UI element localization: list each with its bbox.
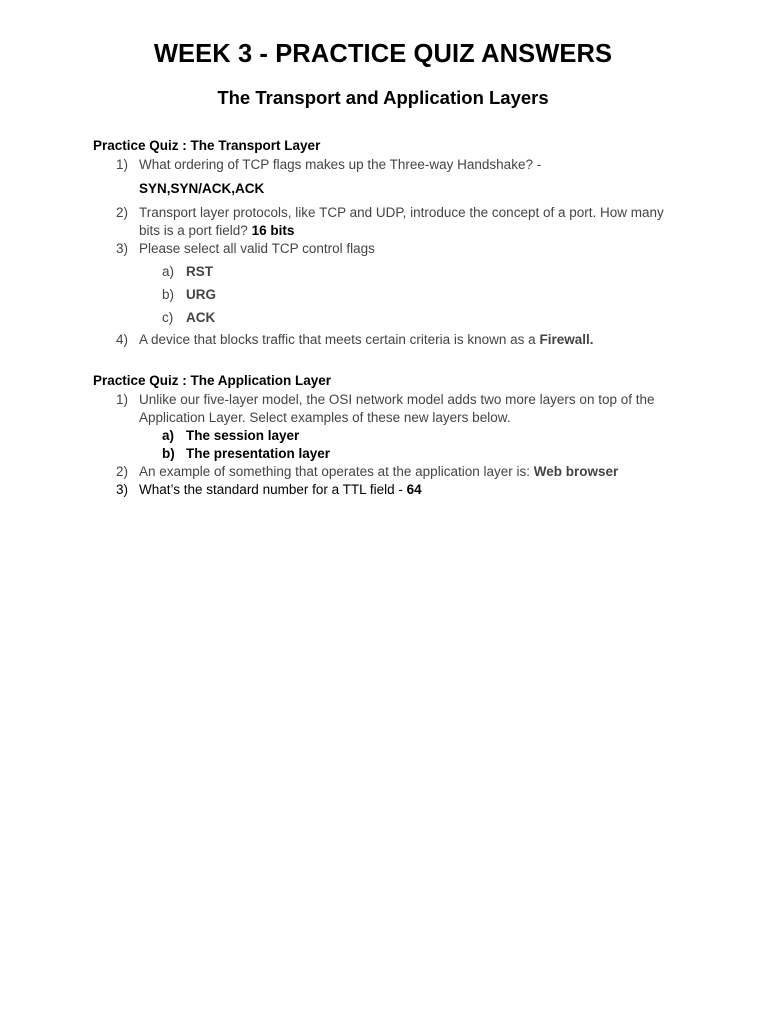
transport-q3-number: 3): [116, 241, 129, 256]
application-q3-line: [139, 481, 422, 499]
document-subtitle: The Transport and Application Layers: [217, 87, 549, 108]
application-q2-text: An example of something that operates at the application layer is:: [139, 464, 530, 479]
transport-q4-answer: Firewall.: [539, 332, 594, 347]
transport-q4-number: 4): [116, 332, 129, 347]
application-q3-answer: 64: [406, 482, 422, 497]
transport-q3-option-b-letter: b): [162, 287, 175, 302]
application-q2-answer: Web browser: [533, 464, 619, 479]
application-q1-option-a-letter: a): [162, 428, 175, 443]
transport-q1-answer: SYN,SYN/ACK,ACK: [139, 181, 265, 196]
document-title: WEEK 3 - PRACTICE QUIZ ANSWERS: [153, 40, 613, 68]
application-q3-text: What’s the standard number for a TTL field -: [139, 482, 403, 497]
application-q1-option-b-label: The presentation layer: [186, 446, 331, 461]
application-q1-option-b-letter: b): [162, 446, 175, 461]
application-q1-text-line2: Application Layer. Select examples of these new layers below.: [139, 410, 511, 425]
application-q1-text-line1: Unlike our five-layer model, the OSI network model adds two more layers on top of the: [139, 392, 655, 407]
transport-section-heading: Practice Quiz : The Transport Layer: [93, 138, 321, 153]
transport-q4-line: [139, 331, 593, 349]
application-q3-number: 3): [116, 482, 129, 497]
transport-q3-option-c-letter: c): [162, 310, 174, 325]
application-q2-line: [139, 463, 618, 481]
transport-q4-text: A device that blocks traffic that meets certain criteria is known as a: [139, 332, 536, 347]
application-q1-option-a-label: The session layer: [186, 428, 300, 443]
transport-q2-answer: 16 bits: [251, 223, 295, 238]
transport-q3-option-b-label: URG: [186, 287, 216, 302]
transport-q2-text-line2-text: bits is a port field?: [139, 223, 248, 238]
transport-q3-option-c-label: ACK: [186, 310, 216, 325]
transport-q3-text: Please select all valid TCP control flags: [139, 241, 375, 256]
application-q1-number: 1): [116, 392, 129, 407]
transport-q2-text-line2: [139, 222, 294, 240]
transport-q2-text-line1: Transport layer protocols, like TCP and UDP, introduce the concept of a port. How many: [139, 205, 664, 220]
transport-q3-option-a-letter: a): [162, 264, 175, 279]
transport-q1-text: What ordering of TCP flags makes up the Three-way Handshake? -: [139, 157, 542, 172]
transport-q2-number: 2): [116, 205, 129, 220]
transport-q3-option-a-label: RST: [186, 264, 213, 279]
transport-q1-number: 1): [116, 157, 129, 172]
application-q2-number: 2): [116, 464, 129, 479]
application-section-heading: Practice Quiz : The Application Layer: [93, 373, 332, 388]
